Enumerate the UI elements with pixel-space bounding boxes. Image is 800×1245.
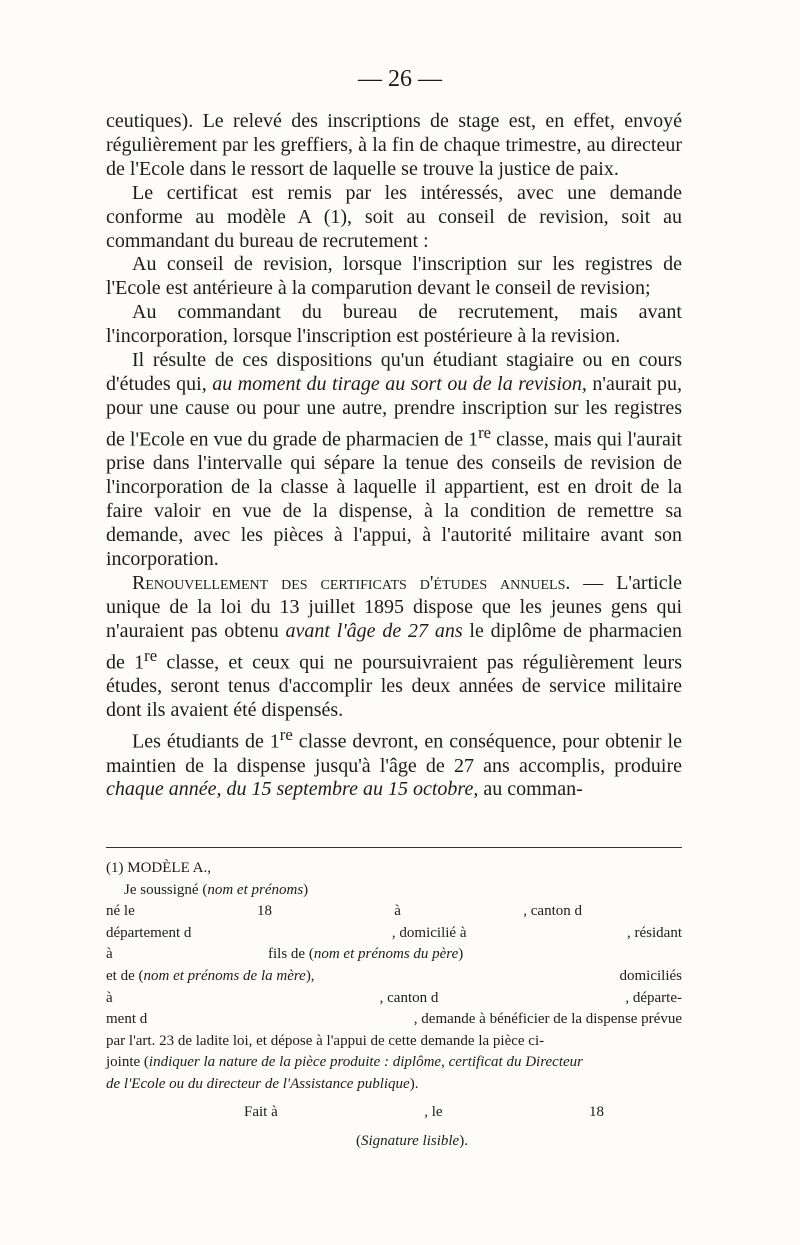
text-run: , domicilié à xyxy=(391,924,467,941)
main-text xyxy=(106,110,682,802)
text-run xyxy=(106,966,315,988)
footnote-title: (1) MODÈLE A., xyxy=(106,860,211,876)
text-run: ). xyxy=(459,1133,468,1150)
text-run: ), xyxy=(305,967,315,984)
text-run: ). xyxy=(409,1075,419,1092)
text-run: département d xyxy=(106,924,192,941)
footnote-line xyxy=(106,1052,682,1074)
paragraph-1: ceutiques). Le relevé des inscriptions de stage est, en effet, envoyé régulièrement par les greffiers, à la fin de chaque trimestre, au directeur de l'Ecole dans le ressort de laquelle se trouve la justice de paix. xyxy=(106,110,682,180)
text-run: domiciliés xyxy=(619,967,682,984)
italic-text: nom et prénoms du père xyxy=(313,946,459,963)
text-run: le diplôme de pharmacien de 1 xyxy=(106,619,682,674)
text-run: classe, et ceux qui ne poursuivraient pas régulièrement leurs études, seront tenus d'accomplir les deux années de service militaire dont ils avaient été dispensés. xyxy=(106,651,682,722)
text-run: et de ( xyxy=(106,967,144,984)
text-run: classe, mais qui l'aurait prise dans l'intervalle qui sépare la tenue des conseils de revision de l'incorporation de la classe à laquelle il appartient, est en droit de la faire valoir en vue de la dispense, à la condition de remettre sa demande, avec les pièces à l'appui, à l'autorité militaire avant son incorporation. xyxy=(106,428,682,570)
italic-text: de l'Ecole ou du directeur de l'Assistance publique xyxy=(106,1075,410,1092)
italic-text: indiquer la nature de la pièce produite : diplôme, certificat du Directeur xyxy=(148,1054,583,1071)
italic-text: Signature lisible xyxy=(361,1133,460,1150)
italic-text: avant l'âge de 27 ans xyxy=(285,619,463,642)
footnote-line xyxy=(106,880,682,902)
text-run: Il résulte de ces dispositions qu'un étudiant stagiaire ou en cours d'études qui, xyxy=(106,349,682,395)
footnote-signature xyxy=(106,1131,682,1153)
text-run: à xyxy=(106,989,113,1006)
text-run: , demande à bénéficier de la dispense prévue xyxy=(413,1011,682,1028)
text-run: , résidant xyxy=(627,924,682,941)
section-heading: Renouvellement des certificats d'études annuels. xyxy=(132,571,571,594)
text-run: à xyxy=(106,946,113,963)
text-run: , départe- xyxy=(625,989,682,1006)
paragraph-5 xyxy=(106,349,682,572)
text-run: ( xyxy=(356,1133,361,1150)
text-run: , canton d xyxy=(523,903,582,920)
text-run: ) xyxy=(303,881,309,898)
text-run: fils de ( xyxy=(268,946,314,963)
footnote-line xyxy=(106,1074,682,1096)
paragraph-2: Le certificat est remis par les intéressés, avec une demande conforme au modèle A (1), soit au conseil de revision, soit au commandant du bureau de recrutement : xyxy=(106,181,682,252)
superscript: re xyxy=(144,645,158,665)
footnote xyxy=(106,858,682,1153)
text-run: jointe ( xyxy=(106,1054,149,1071)
text-run: , n'aurait pu, pour une cause ou pour une autre, prendre inscription sur les registres de l'Ecole en vue du grade de pharmacien de 1 xyxy=(106,372,682,451)
paragraph-7 xyxy=(106,723,682,802)
footnote-fait-line xyxy=(106,1102,682,1124)
footnote-line xyxy=(106,923,682,945)
italic-text: chaque année, du 15 septembre au 15 octobre xyxy=(106,778,474,801)
footnote-line: par l'art. 23 de ladite loi, et dépose à l'appui de cette demande la pièce ci- xyxy=(106,1032,545,1049)
text-run: ) xyxy=(458,946,464,963)
text-run: Je soussigné ( xyxy=(124,881,208,898)
footnote-line xyxy=(106,966,682,988)
paragraph-6 xyxy=(106,572,682,723)
italic-text: au moment du tirage au sort ou de la revision xyxy=(212,372,582,395)
footnote-line xyxy=(106,1009,682,1031)
paragraph-4: Au commandant du bureau de recrutement, mais avant l'incorporation, lorsque l'inscription est postérieure à la revision. xyxy=(106,301,682,348)
italic-text: nom et prénoms xyxy=(207,881,304,898)
text-run: Fait à xyxy=(244,1103,278,1120)
text-run: né le xyxy=(106,903,135,920)
text-run: , canton d xyxy=(379,989,439,1006)
text-run: classe devront, en conséquence, pour obtenir le maintien de la dispense jusqu'à l'âge de 27 ans accomplis, produire xyxy=(106,730,682,777)
text-run: — L'article unique de la loi du 13 juillet 1895 dispose que les jeunes gens qui n'auraient pas obtenu xyxy=(106,571,682,642)
text-run: ment d xyxy=(106,1011,148,1028)
superscript: re xyxy=(478,422,492,442)
superscript: re xyxy=(279,724,293,744)
text-run: 18 xyxy=(257,903,273,920)
text-run: , au comman- xyxy=(473,778,583,801)
text-run: à xyxy=(394,903,401,920)
text-run: , le xyxy=(424,1103,443,1120)
footnote-rule xyxy=(106,847,682,848)
page-number: — 26 — xyxy=(358,66,442,92)
footnote-line xyxy=(106,988,682,1010)
italic-text: nom et prénoms de la mère xyxy=(143,967,306,984)
text-run: Les étudiants de 1 xyxy=(132,730,280,753)
text-run: 18 xyxy=(588,1103,604,1120)
footnote-line xyxy=(106,944,682,966)
paragraph-3: Au conseil de revision, lorsque l'inscription sur les registres de l'Ecole est antérieure à la comparution devant le conseil de revision; xyxy=(106,253,682,300)
footnote-line xyxy=(106,901,682,923)
